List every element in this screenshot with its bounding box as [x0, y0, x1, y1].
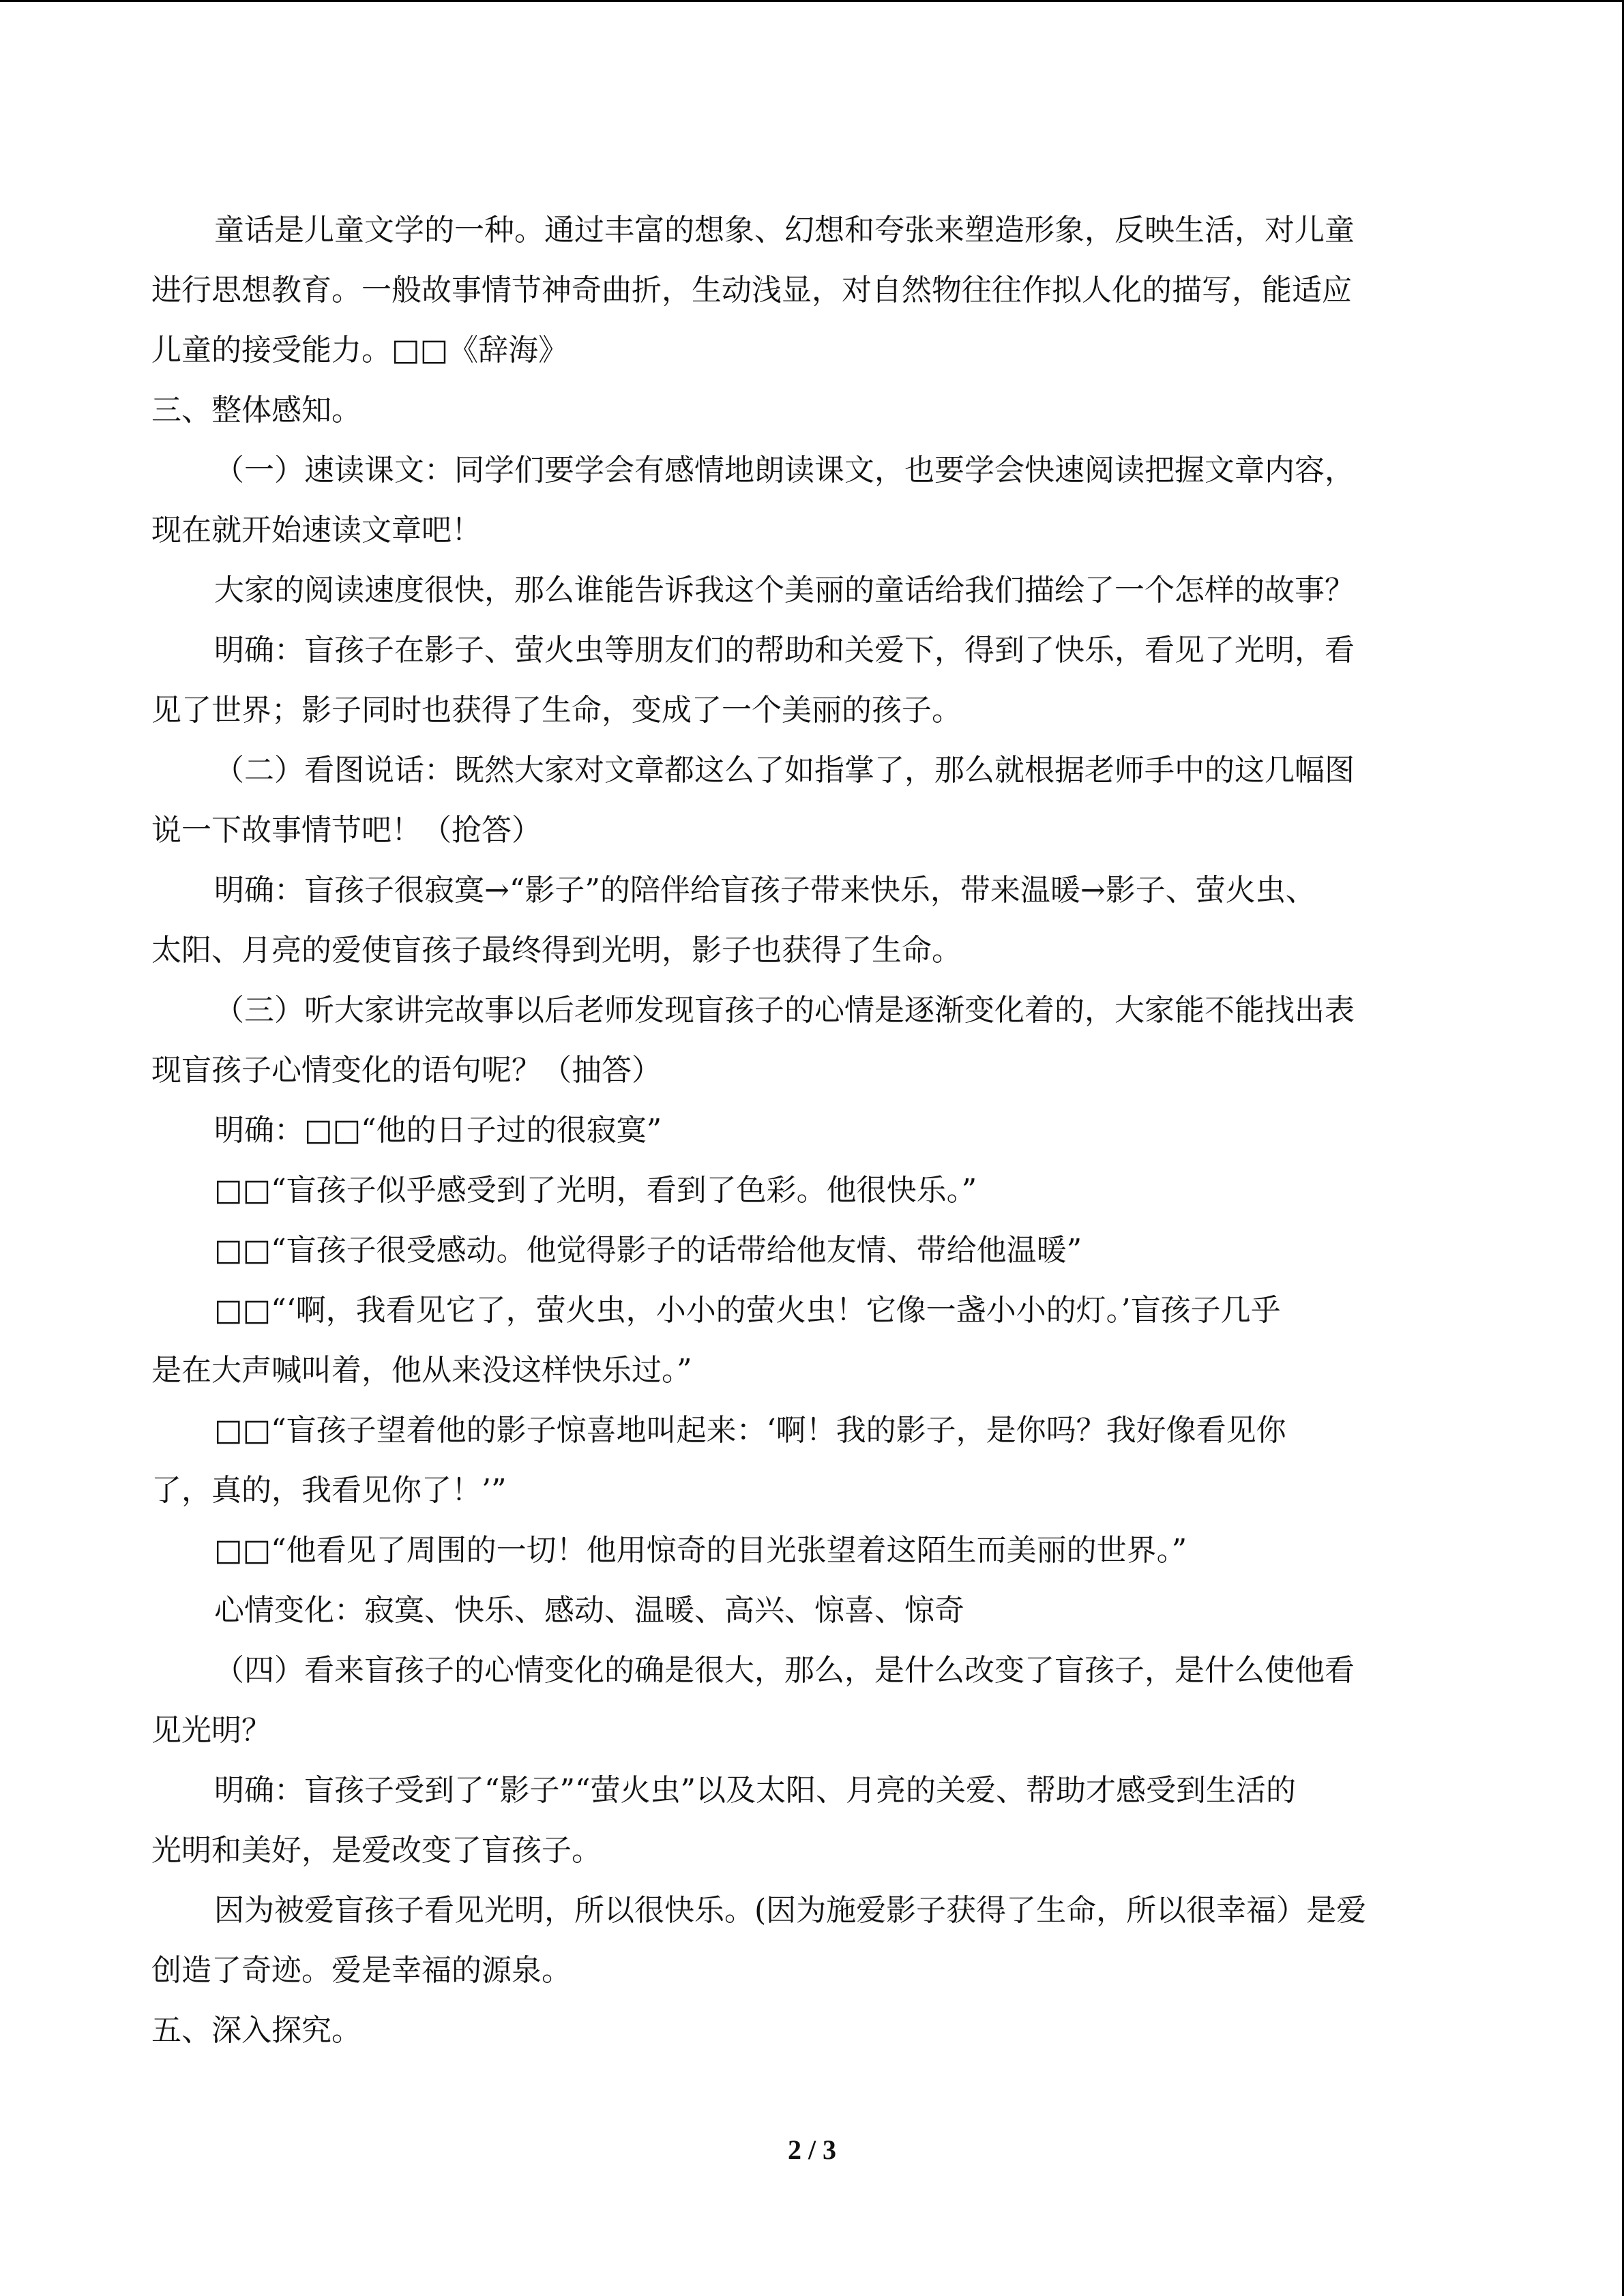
paragraph-line: □□“盲孩子很受感动。他觉得影子的话带给他友情、带给他温暖” — [214, 1233, 1082, 1268]
paragraph-line: 童话是儿童文学的一种。通过丰富的想象、幻想和夸张来塑造形象，反映生活，对儿童 — [214, 213, 1355, 248]
paragraph-line: （三）听大家讲完故事以后老师发现盲孩子的心情是逐渐变化着的，大家能不能找出表 — [214, 993, 1355, 1028]
paragraph-line: 见了世界；影子同时也获得了生命，变成了一个美丽的孩子。 — [151, 693, 962, 728]
paragraph-line: 大家的阅读速度很快，那么谁能告诉我这个美丽的童话给我们描绘了一个怎样的故事？ — [214, 573, 1355, 608]
paragraph-line: 见光明？ — [151, 1713, 271, 1748]
paragraph-line: 创造了奇迹。爱是幸福的源泉。 — [151, 1953, 572, 1988]
section-heading: 三、整体感知。 — [151, 393, 361, 428]
paragraph-line: （四）看来盲孩子的心情变化的确是很大，那么，是什么改变了盲孩子，是什么使他看 — [214, 1653, 1355, 1688]
paragraph-line: 太阳、月亮的爱使盲孩子最终得到光明，影子也获得了生命。 — [151, 933, 962, 968]
paragraph-line: （二）看图说话：既然大家对文章都这么了如指掌了，那么就根据老师手中的这几幅图 — [214, 753, 1355, 788]
paragraph-line: □□“盲孩子望着他的影子惊喜地叫起来：‘啊！我的影子，是你吗？我好像看见你 — [214, 1413, 1286, 1448]
paragraph-line: 说一下故事情节吧！（抢答） — [151, 813, 542, 848]
page-number: 2 / 3 — [787, 2134, 837, 2165]
paragraph-line: 明确：盲孩子在影子、萤火虫等朋友们的帮助和关爱下，得到了快乐，看见了光明，看 — [214, 633, 1355, 668]
paragraph-line: □□“‘啊，我看见它了，萤火虫，小小的萤火虫！它像一盏小小的灯。’盲孩子几乎 — [214, 1293, 1281, 1328]
paragraph-line: 明确：□□“他的日子过的很寂寞” — [214, 1113, 662, 1148]
paragraph-line: 明确：盲孩子受到了“影子”“萤火虫”以及太阳、月亮的关爱、帮助才感受到生活的 — [214, 1773, 1296, 1808]
paragraph-line: 了，真的，我看见你了！’” — [151, 1473, 507, 1508]
paragraph-line: 明确：盲孩子很寂寞→“影子”的陪伴给盲孩子带来快乐，带来温暖→影子、萤火虫、 — [214, 873, 1316, 908]
paragraph-line: 现盲孩子心情变化的语句呢？（抽答） — [151, 1053, 662, 1088]
paragraph-line: □□“盲孩子似乎感受到了光明，看到了色彩。他很快乐。” — [214, 1173, 977, 1208]
paragraph-line: 光明和美好，是爱改变了盲孩子。 — [151, 1833, 602, 1868]
paragraph-line: （一）速读课文：同学们要学会有感情地朗读课文，也要学会快速阅读把握文章内容， — [214, 453, 1355, 488]
paragraph-line: 是在大声喊叫着，他从来没这样快乐过。” — [151, 1353, 692, 1388]
paragraph-line: 因为被爱盲孩子看见光明，所以很快乐。(因为施爱影子获得了生命，所以很幸福）是爱 — [214, 1893, 1367, 1928]
paragraph-line: 心情变化：寂寞、快乐、感动、温暖、高兴、惊喜、惊奇 — [214, 1593, 964, 1628]
section-heading: 五、深入探究。 — [151, 2013, 361, 2048]
paragraph-line: 儿童的接受能力。□□《辞海》 — [151, 333, 569, 368]
paragraph-line: 进行思想教育。一般故事情节神奇曲折，生动浅显，对自然物往往作拟人化的描写，能适应 — [151, 273, 1352, 308]
paragraph-line: □□“他看见了周围的一切！他用惊奇的目光张望着这陌生而美丽的世界。” — [214, 1533, 1187, 1568]
paragraph-line: 现在就开始速读文章吧！ — [151, 513, 482, 548]
